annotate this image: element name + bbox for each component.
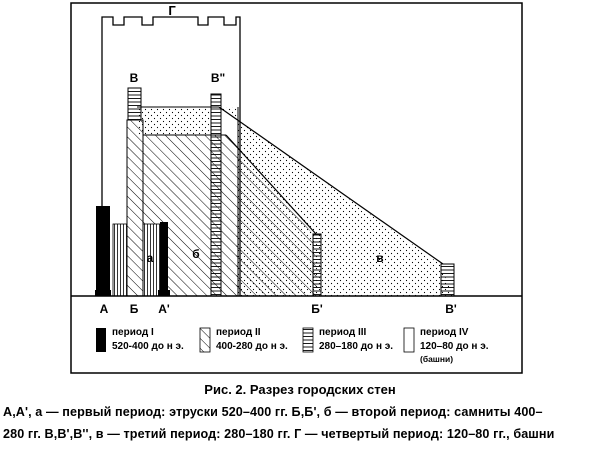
- label-v-center: в: [376, 251, 384, 265]
- ground-label-a: А: [99, 302, 109, 316]
- legend-title-1: период I: [112, 327, 154, 338]
- ground-label-v1: В': [445, 302, 457, 316]
- wall-a1-base: [158, 290, 170, 296]
- legend-swatch-period-4: [404, 328, 414, 352]
- ground-label-b: Б: [129, 302, 139, 316]
- label-v2: В": [210, 71, 226, 85]
- figure-caption-line-1: А,А', а — первый период: этруски 520–400 гг. Б,Б', б — второй период: самниты 400–: [3, 405, 543, 419]
- legend-title-2: период II: [216, 327, 261, 338]
- figure-caption-line-2: 280 гг. В,В',В'', в — третий период: 280–180 гг. Г — четвертый период: 120–80 гг., башни: [3, 427, 555, 441]
- legend-title-3: период III: [319, 327, 367, 338]
- legend-swatch-period-2: [200, 328, 210, 352]
- legend-dates-4: 120–80 до н э.: [420, 341, 489, 352]
- wall-v2: [211, 94, 221, 296]
- legend-swatch-period-1: [96, 328, 106, 352]
- figure-caption-title: Рис. 2. Разрез городских стен: [204, 382, 396, 397]
- legend-note-4: (башни): [420, 354, 454, 364]
- legend-dates-3: 280–180 до н э.: [319, 341, 394, 352]
- ground-label-a1: А': [158, 302, 170, 316]
- label-b-center: б: [192, 247, 200, 261]
- label-v: В: [129, 71, 139, 85]
- fill-period-2-lower: [168, 224, 238, 296]
- wall-a1: [160, 222, 168, 296]
- ground-label-b1: Б': [311, 302, 323, 316]
- wall-a: [96, 206, 110, 296]
- wall-v1: [441, 264, 454, 296]
- wall-b1: [313, 234, 321, 296]
- legend-title-4: период IV: [420, 327, 469, 338]
- label-g: Г: [168, 3, 176, 18]
- label-a-center: а: [146, 251, 154, 265]
- legend-dates-2: 400-280 до н э.: [216, 341, 288, 352]
- wall-b: [127, 120, 143, 296]
- wall-a-base: [95, 290, 111, 296]
- legend-dates-1: 520-400 до н э.: [112, 341, 184, 352]
- fill-period-1-front: [113, 224, 127, 296]
- wall-v: [128, 88, 141, 120]
- legend-swatch-period-3: [303, 328, 313, 352]
- legend: [96, 327, 489, 364]
- fill-period-3-top: [137, 107, 211, 135]
